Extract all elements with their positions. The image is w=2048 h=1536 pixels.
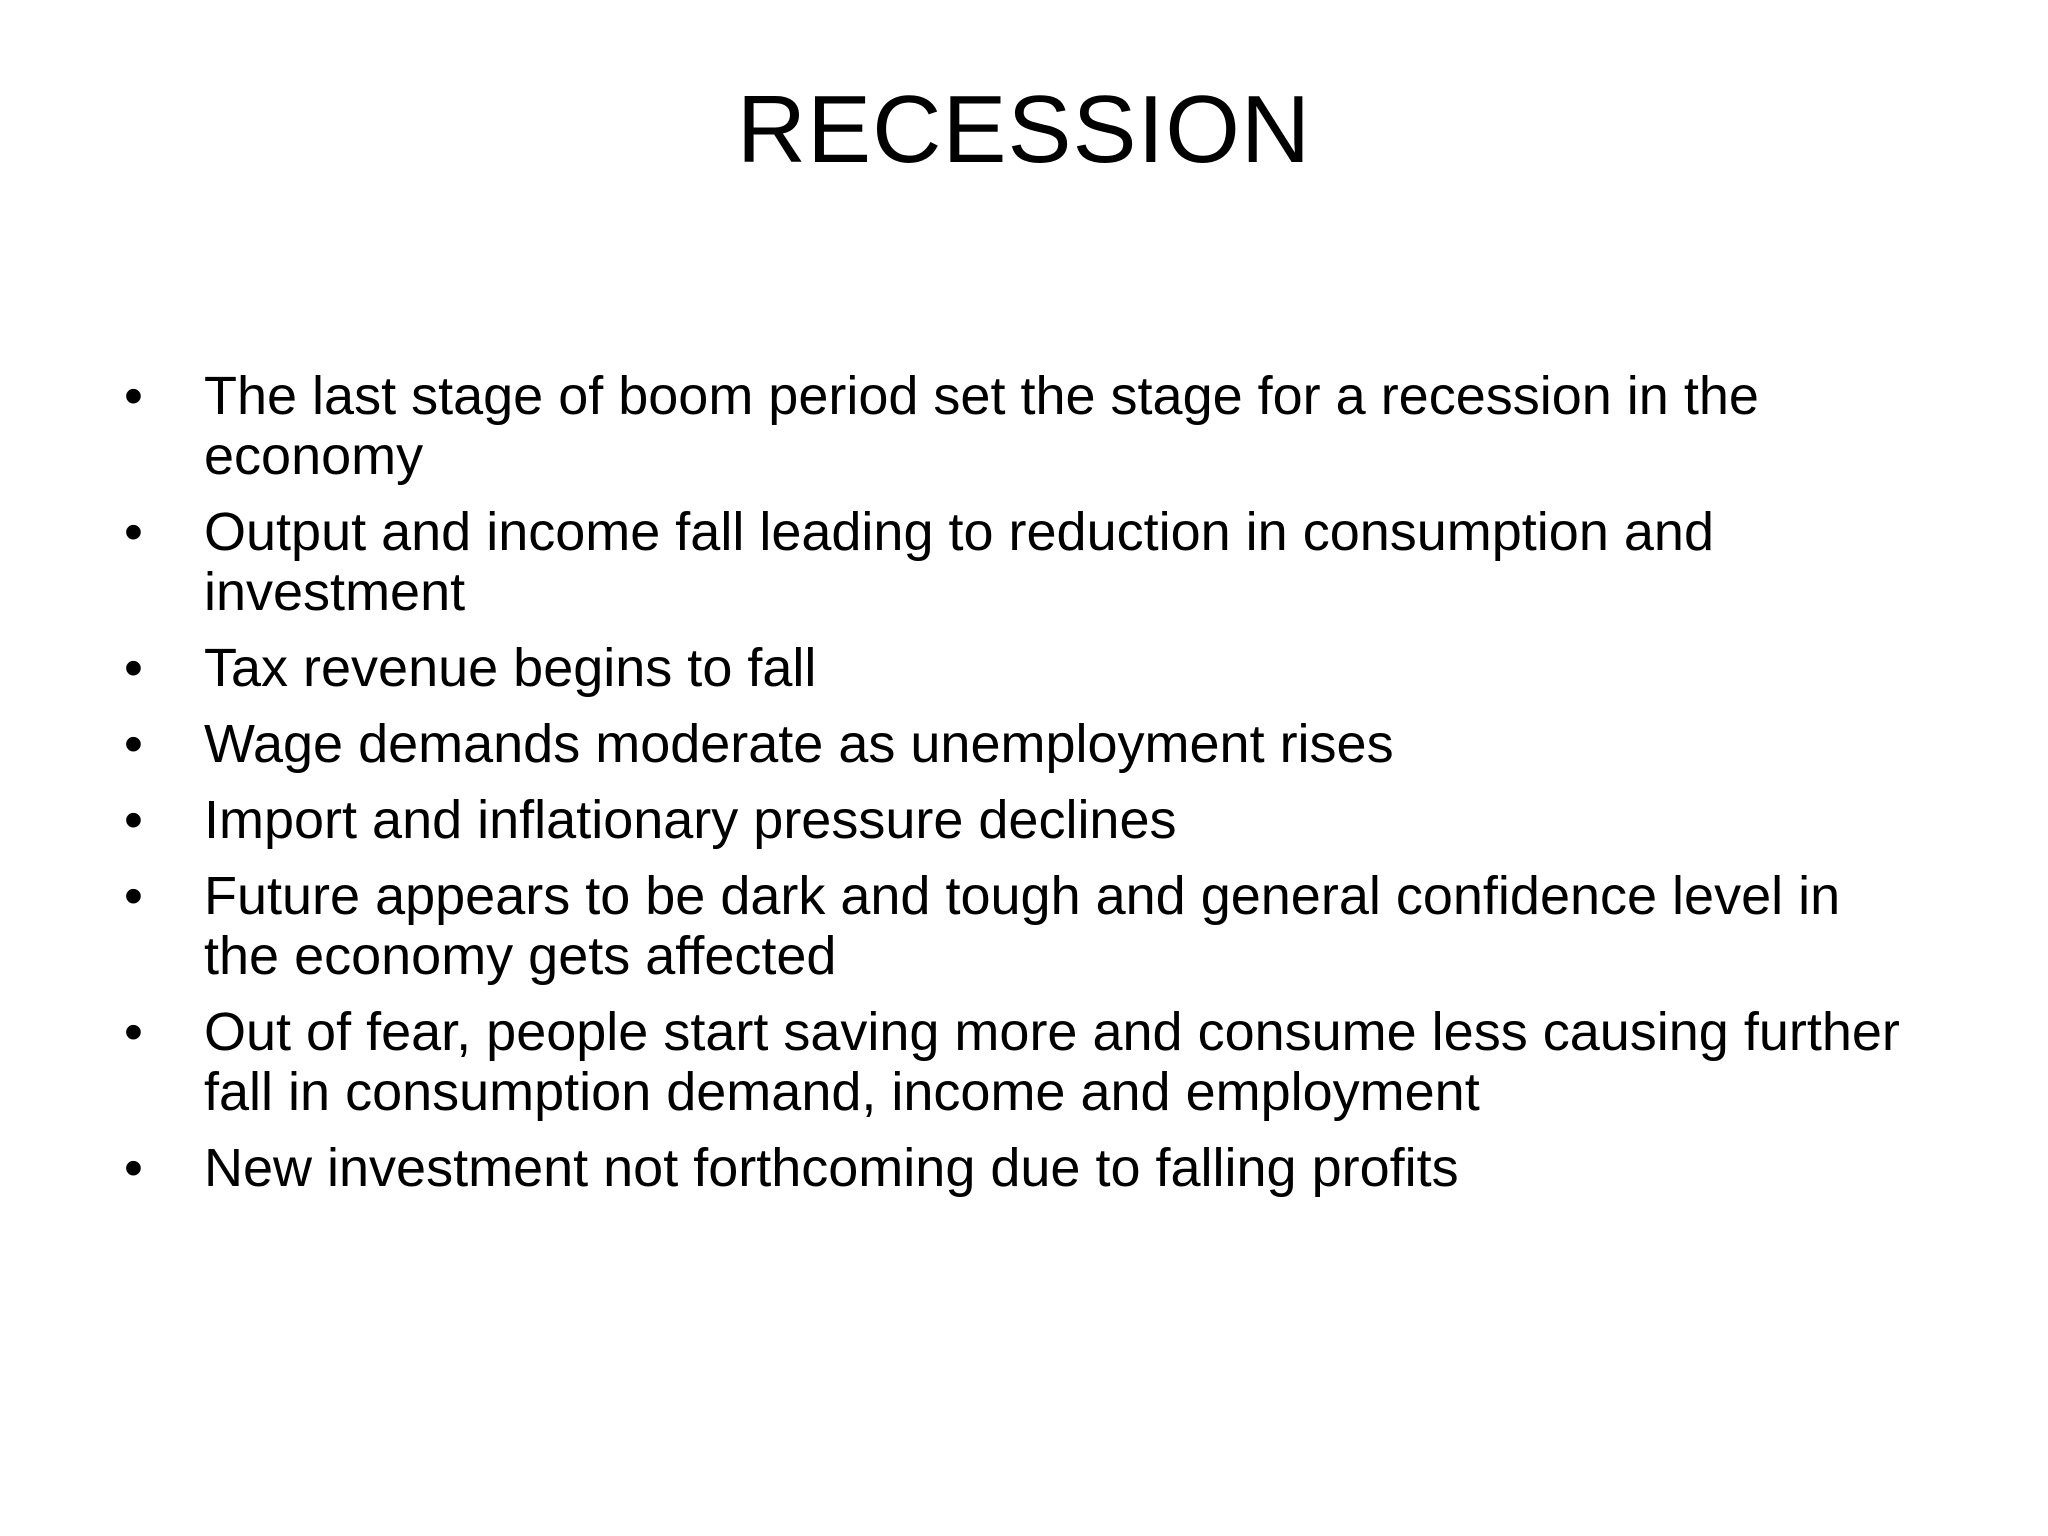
bullet-icon: • [124,790,143,850]
bullet-item [118,502,1918,622]
bullet-icon: • [124,366,143,426]
bullet-icon: • [124,714,143,774]
bullet-item [118,366,1918,486]
bullet-icon: • [124,502,143,562]
bullet-icon: • [124,1002,143,1062]
bullet-item [118,866,1918,986]
bullet-icon: • [124,866,143,926]
bullet-item [118,638,1918,698]
bullet-list [118,366,1918,1214]
bullet-text: Wage demands moderate as unemployment rises [204,714,1394,774]
bullet-text: New investment not forthcoming due to falling profits [204,1138,1459,1198]
bullet-icon: • [124,1138,143,1198]
bullet-text: Future appears to be dark and tough and general confidence level in the economy gets affected [204,866,1871,986]
bullet-item [118,790,1918,850]
bullet-text: Import and inflationary pressure declines [204,790,1177,850]
bullet-item [118,1138,1918,1198]
bullet-text: Tax revenue begins to fall [204,638,817,698]
bullet-text: The last stage of boom period set the stage for a recession in the economy [204,366,1759,486]
bullet-item [118,714,1918,774]
bullet-item [118,1002,1918,1122]
bullet-text: Output and income fall leading to reduction in consumption and investment [204,502,1714,622]
bullet-text: Out of fear, people start saving more and consume less causing further fall in consumption demand, income and employment [204,1002,1900,1122]
slide-title: RECESSION [736,76,1312,183]
bullet-icon: • [124,638,143,698]
